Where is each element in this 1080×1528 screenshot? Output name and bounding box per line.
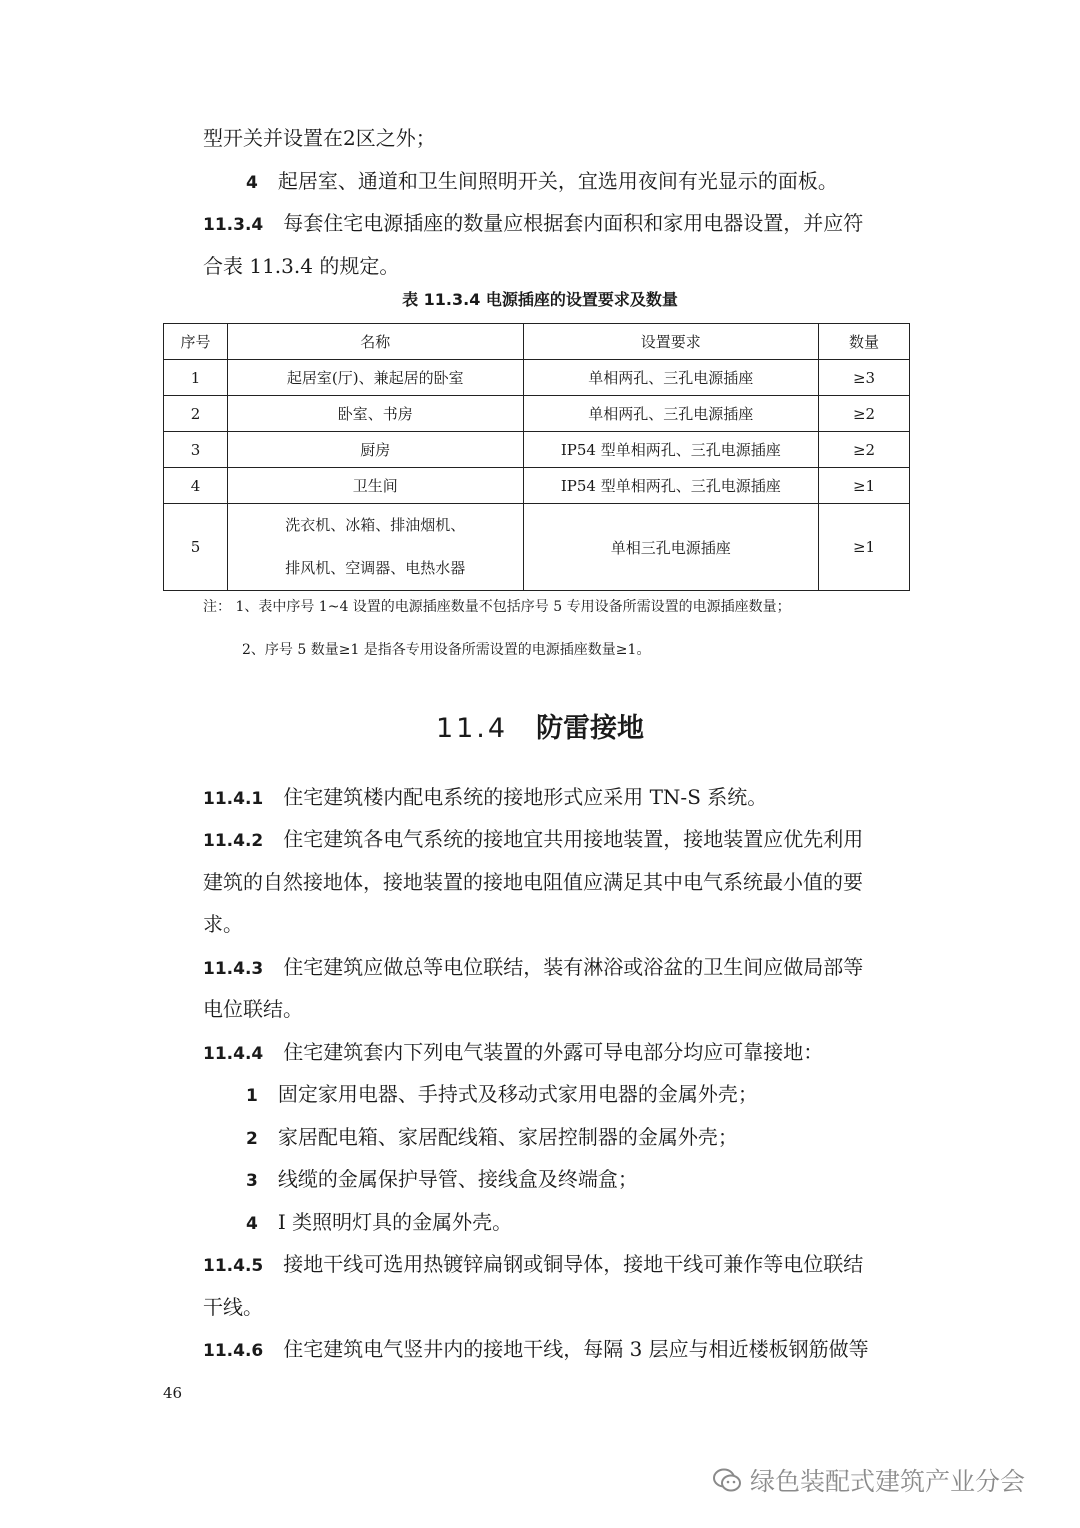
cell-no: 5 [164,504,228,591]
list-item [246,1080,758,1110]
clause-text: 住宅建筑套内下列电气装置的外露可导电部分均应可靠接地： [283,1040,824,1064]
cell-name: 厨房 [227,432,523,468]
cell-name: 卫生间 [227,468,523,504]
table-note: 2、序号 5 数量≥1 是指各专用设备所需设置的电源插座数量≥1。 [242,642,651,658]
wechat-icon [712,1467,742,1493]
clause-11-3-4 [203,209,863,239]
cell-qty: ≥2 [819,432,910,468]
item-text: 固定家用电器、手持式及移动式家用电器的金属外壳； [277,1082,758,1106]
table-row [164,360,910,396]
item-number: 2 [246,1129,258,1149]
item-text: 起居室、通道和卫生间照明开关，宜选用夜间有光显示的面板。 [277,169,838,193]
item-number: 1 [246,1086,258,1106]
text-line: 电位联结。 [203,997,303,1021]
clause-number: 11.4.5 [203,1256,264,1276]
clause-text: 住宅建筑各电气系统的接地宜共用接地装置，接地装置应优先利用 [283,827,864,851]
cell-qty: ≥1 [819,468,910,504]
cell-req: 单相两孔、三孔电源插座 [523,360,819,396]
col-header: 名称 [227,324,523,360]
clause-11-4-5 [203,1250,863,1280]
clause-11-4-3 [203,953,863,983]
watermark [712,1462,1025,1498]
col-header: 设置要求 [523,324,819,360]
text-line: 建筑的自然接地体，接地装置的接地电阻值应满足其中电气系统最小值的要 [203,870,863,894]
clause-number: 11.4.6 [203,1341,264,1361]
item-number: 4 [246,1214,258,1234]
socket-table [163,323,910,591]
list-item [246,1123,738,1153]
text-line: 干线。 [203,1295,263,1319]
text-line: 合表 11.3.4 的规定。 [203,254,400,278]
clause-number: 11.4.3 [203,959,264,979]
col-header: 序号 [164,324,228,360]
cell-qty: ≥3 [819,360,910,396]
cell-req: 单相两孔、三孔电源插座 [523,396,819,432]
clause-11-4-1 [203,783,767,813]
text-line: 求。 [203,912,243,936]
cell-name: 起居室(厅)、兼起居的卧室 [227,360,523,396]
table-caption: 表 11.3.4 电源插座的设置要求及数量 [402,290,678,309]
cell-name-line: 排风机、空调器、电热水器 [285,559,466,577]
text-line: 型开关并设置在2区之外； [203,126,436,150]
section-title: 防雷接地 [536,713,645,744]
clause-number: 11.4.2 [203,831,264,851]
cell-no: 2 [164,396,228,432]
table-header-row [164,324,910,360]
item-text: 家居配电箱、家居配线箱、家居控制器的金属外壳； [277,1125,738,1149]
table-row [164,468,910,504]
section-heading [0,706,1080,745]
table-row [164,504,910,591]
cell-name [227,504,523,591]
table-note: 注： 1、表中序号 1~4 设置的电源插座数量不包括序号 5 专用设备所需设置的电源插座数量； [203,599,791,615]
table-row [164,396,910,432]
section-number: 11.4 [435,713,509,744]
col-header: 数量 [819,324,910,360]
clause-text: 每套住宅电源插座的数量应根据套内面积和家用电器设置，并应符 [283,211,864,235]
clause-number: 11.4.4 [203,1044,264,1064]
cell-req: 单相三孔电源插座 [523,504,819,591]
cell-no: 1 [164,360,228,396]
watermark-text: 绿色装配式建筑产业分会 [750,1467,1026,1496]
clause-text: 住宅建筑电气竖井内的接地干线，每隔 3 层应与相近楼板钢筋做等 [283,1337,869,1361]
clause-text: 住宅建筑楼内配电系统的接地形式应采用 TN-S 系统。 [283,785,768,809]
clause-11-4-4 [203,1038,823,1068]
list-item [246,1208,512,1238]
clause-text: 接地干线可选用热镀锌扁钢或铜导体，接地干线可兼作等电位联结 [283,1252,864,1276]
clause-number: 11.3.4 [203,215,264,235]
cell-req: IP54 型单相两孔、三孔电源插座 [523,432,819,468]
cell-qty: ≥1 [819,504,910,591]
cell-no: 3 [164,432,228,468]
clause-text: 住宅建筑应做总等电位联结，装有淋浴或浴盆的卫生间应做局部等 [283,955,864,979]
page-number: 46 [163,1384,183,1402]
cell-req: IP54 型单相两孔、三孔电源插座 [523,468,819,504]
clause-number: 11.4.1 [203,789,264,809]
table-row [164,432,910,468]
cell-qty: ≥2 [819,396,910,432]
item-text: 线缆的金属保护导管、接线盒及终端盒； [277,1167,638,1191]
list-item [246,167,838,197]
list-item [246,1165,638,1195]
clause-11-4-2 [203,825,863,855]
item-number: 4 [246,173,258,193]
item-number: 3 [246,1171,258,1191]
cell-name-line: 洗衣机、冰箱、排油烟机、 [285,516,466,534]
item-text: I 类照明灯具的金属外壳。 [277,1210,513,1234]
cell-no: 4 [164,468,228,504]
cell-name: 卧室、书房 [227,396,523,432]
clause-11-4-6 [203,1335,869,1365]
